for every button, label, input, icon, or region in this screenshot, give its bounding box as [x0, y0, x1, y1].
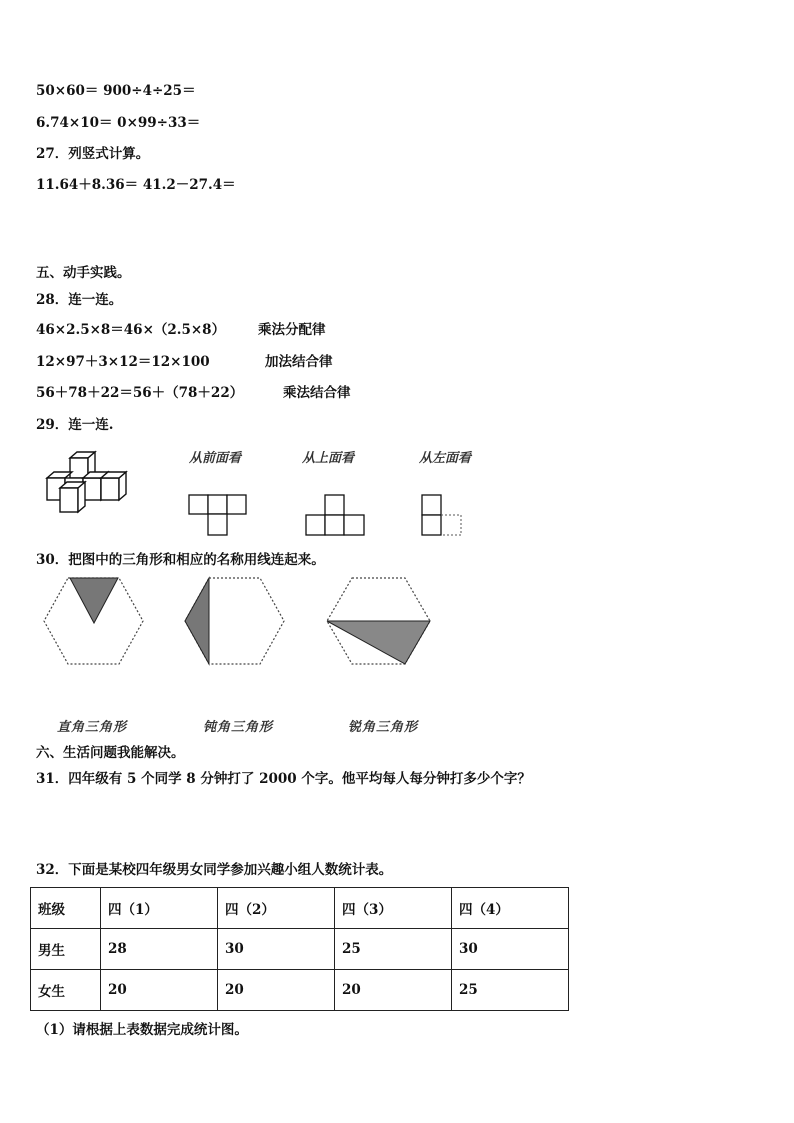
- table-cell: 四（2）: [218, 888, 335, 929]
- stat-table: [30, 887, 569, 1011]
- q28-left-2: 12×97＋3×12＝12×100: [36, 354, 210, 370]
- table-cell: 20: [335, 970, 452, 1011]
- q28-left-1: 46×2.5×8＝46×（2.5×8）: [36, 322, 226, 338]
- table-cell: 28: [101, 929, 218, 970]
- hexagon-figure-2: [183, 575, 287, 667]
- hexagon-figure-3: [325, 575, 433, 667]
- calc-line-2: 6.74×10＝ 0×99÷33＝: [36, 115, 201, 131]
- table-cell: 25: [335, 929, 452, 970]
- left-view-figure: [419, 492, 465, 538]
- view-label-top: 从上面看: [302, 451, 355, 466]
- front-view-figure: [186, 492, 248, 538]
- q28-right-1: 乘法分配律: [258, 322, 326, 338]
- table-row: [31, 970, 569, 1011]
- table-cell: 男生: [31, 929, 101, 970]
- q28-right-2: 加法结合律: [265, 354, 333, 370]
- triangle-name-right: 直角三角形: [57, 720, 128, 735]
- table-cell: 25: [452, 970, 569, 1011]
- table-header-row: [31, 888, 569, 929]
- question-28-title: 28．连一连。: [36, 292, 123, 308]
- table-cell: 四（1）: [101, 888, 218, 929]
- triangle-name-obtuse: 钝角三角形: [203, 720, 274, 735]
- cube-stack-figure: [40, 450, 130, 520]
- question-29-title: 29．连一连.: [36, 417, 114, 433]
- view-label-front: 从前面看: [189, 451, 242, 466]
- question-30-title: 30．把图中的三角形和相应的名称用线连起来。: [36, 552, 325, 568]
- section-5-heading: 五、动手实践。: [36, 265, 131, 281]
- table-cell: 班级: [31, 888, 101, 929]
- calc-line-1: 50×60＝ 900÷4÷25＝: [36, 83, 196, 99]
- section-6-heading: 六、生活问题我能解决。: [36, 745, 185, 761]
- table-cell: 四（4）: [452, 888, 569, 929]
- table-cell: 20: [101, 970, 218, 1011]
- question-31: 31．四年级有 5 个同学 8 分钟打了 2000 个字。他平均每人每分钟打多少个字？: [36, 771, 531, 787]
- calc-line-3: 11.64＋8.36＝ 41.2－27.4＝: [36, 177, 236, 193]
- q28-left-3: 56＋78＋22＝56＋（78＋22）: [36, 385, 244, 401]
- table-cell: 四（3）: [335, 888, 452, 929]
- view-label-left: 从左面看: [419, 451, 472, 466]
- table-cell: 30: [452, 929, 569, 970]
- table-cell: 女生: [31, 970, 101, 1011]
- table-cell: 20: [218, 970, 335, 1011]
- q28-right-3: 乘法结合律: [283, 385, 351, 401]
- question-32-sub-1: （1）请根据上表数据完成统计图。: [36, 1022, 248, 1038]
- triangle-name-acute: 锐角三角形: [348, 720, 419, 735]
- question-32-title: 32．下面是某校四年级男女同学参加兴趣小组人数统计表。: [36, 862, 393, 878]
- table-row: [31, 929, 569, 970]
- hexagon-figure-1: [42, 575, 146, 667]
- top-view-figure: [303, 492, 367, 538]
- table-cell: 30: [218, 929, 335, 970]
- question-27-title: 27．列竖式计算。: [36, 146, 150, 162]
